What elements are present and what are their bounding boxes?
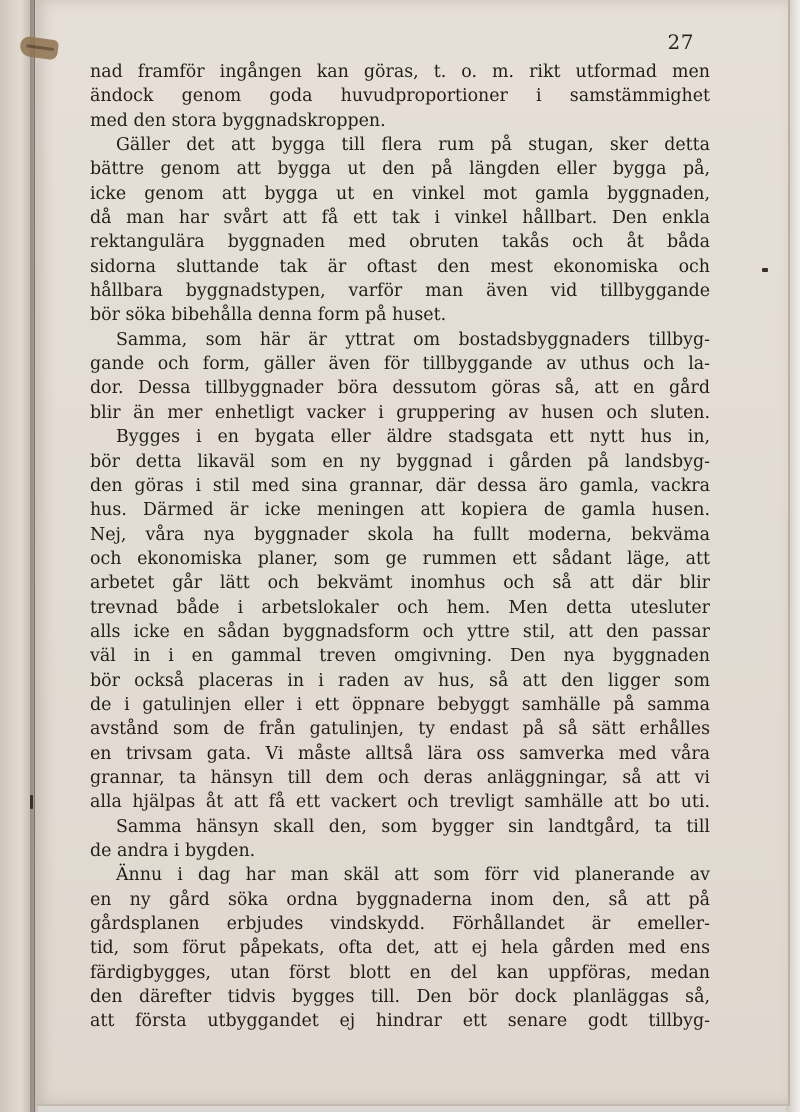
text-line: bättre genom att bygga ut den på längden eller bygga på, [90,159,710,180]
text-line: avstånd som de från gatulinjen, ty endast på så sätt erhålles [90,719,710,740]
text-line: hållbara byggnadstypen, varför man även vid tillbyggande [90,281,710,302]
text-line: nad framför ingången kan göras, t. o. m. rikt utformad men [90,62,710,82]
text-line: Samma hänsyn skall den, som bygger sin landtgård, ta till [116,816,710,837]
text-line: bör detta likaväl som en ny byggnad i gården på landsbyg- [90,451,710,472]
page-number: 27 [667,30,694,54]
text-line: Samma, som här är yttrat om bostadsbyggnaders tillbyg- [116,329,710,350]
text-line: Gäller det att bygga till flera rum på stugan, sker detta [116,135,710,156]
text-line: gårdsplanen erbjudes vindskydd. Förhållandet är emeller- [90,914,710,935]
text-line: med den stora byggnadskroppen. [90,110,386,131]
text-line: arbetet går lätt och bekvämt inomhus och så att där blir [90,573,710,594]
text-line: den göras i stil med sina grannar, där dessa äro gamla, vackra [90,475,710,496]
text-line: en trivsam gata. Vi måste alltså lära oss samverka med våra [90,743,710,764]
text-line: att första utbyggandet ej hindrar ett senare godt tillbyg- [90,1011,710,1032]
text-line: ändock genom goda huvudproportioner i samstämmighet [90,86,710,107]
text-line: rektangulära byggnaden med obruten takås och åt båda [90,232,710,253]
text-line: sidorna sluttande tak är oftast den mest ekonomiska och [90,256,710,277]
text-line: alls icke en sådan byggnadsform och yttre stil, att den passar [90,621,710,642]
text-line: grannar, ta hänsyn till dem och deras anläggningar, så att vi [90,767,710,788]
text-line: alla hjälpas åt att få ett vackert och trevligt samhälle att bo uti. [90,792,710,813]
text-line: tid, som förut påpekats, ofta det, att ej hela gården med ens [90,938,710,959]
text-line: den därefter tidvis bygges till. Den bör dock planläggas så, [90,987,710,1008]
text-line: väl in i en gammal treven omgivning. Den nya byggnaden [90,646,710,667]
text-line: icke genom att bygga ut en vinkel mot gamla byggnaden, [90,183,710,204]
text-line: bör också placeras in i raden av hus, så att den ligger som [90,670,710,691]
text-line: hus. Därmed är icke meningen att kopiera de gamla husen. [90,500,710,521]
text-line: då man har svårt att få ett tak i vinkel hållbart. Den enkla [90,208,710,229]
text-line: Ännu i dag har man skäl att som förr vid planerande av [116,865,710,886]
text-line: Bygges i en bygata eller äldre stadsgata ett nytt hus in, [116,427,710,448]
text-line: bör söka bibehålla denna form på huset. [90,305,447,326]
text-line: de andra i bygden. [90,841,256,861]
text-line: och ekonomiska planer, som ge rummen ett sådant läge, att [90,548,710,569]
body-text [90,60,710,1034]
text-line: trevnad både i arbetslokaler och hem. Men detta utesluter [90,597,710,618]
text-line: blir än mer enhetligt vacker i gruppering av husen och sluten. [90,402,710,423]
margin-mark [762,268,768,272]
margin-mark [30,795,33,809]
text-line: dor. Dessa tillbyggnader böra dessutom göras så, att en gård [90,378,710,399]
text-line: färdigbygges, utan först blott en del kan uppföras, medan [90,962,710,983]
text-line: en ny gård söka ordna byggnaderna inom den, så att på [90,889,710,910]
text-line: Nej, våra nya byggnader skola ha fullt moderna, bekväma [90,524,710,545]
text-line: de i gatulinjen eller i ett öppnare bebyggt samhälle på samma [90,694,710,715]
text-line: gande och form, gäller även för tillbyggande av uthus och la- [90,354,710,375]
